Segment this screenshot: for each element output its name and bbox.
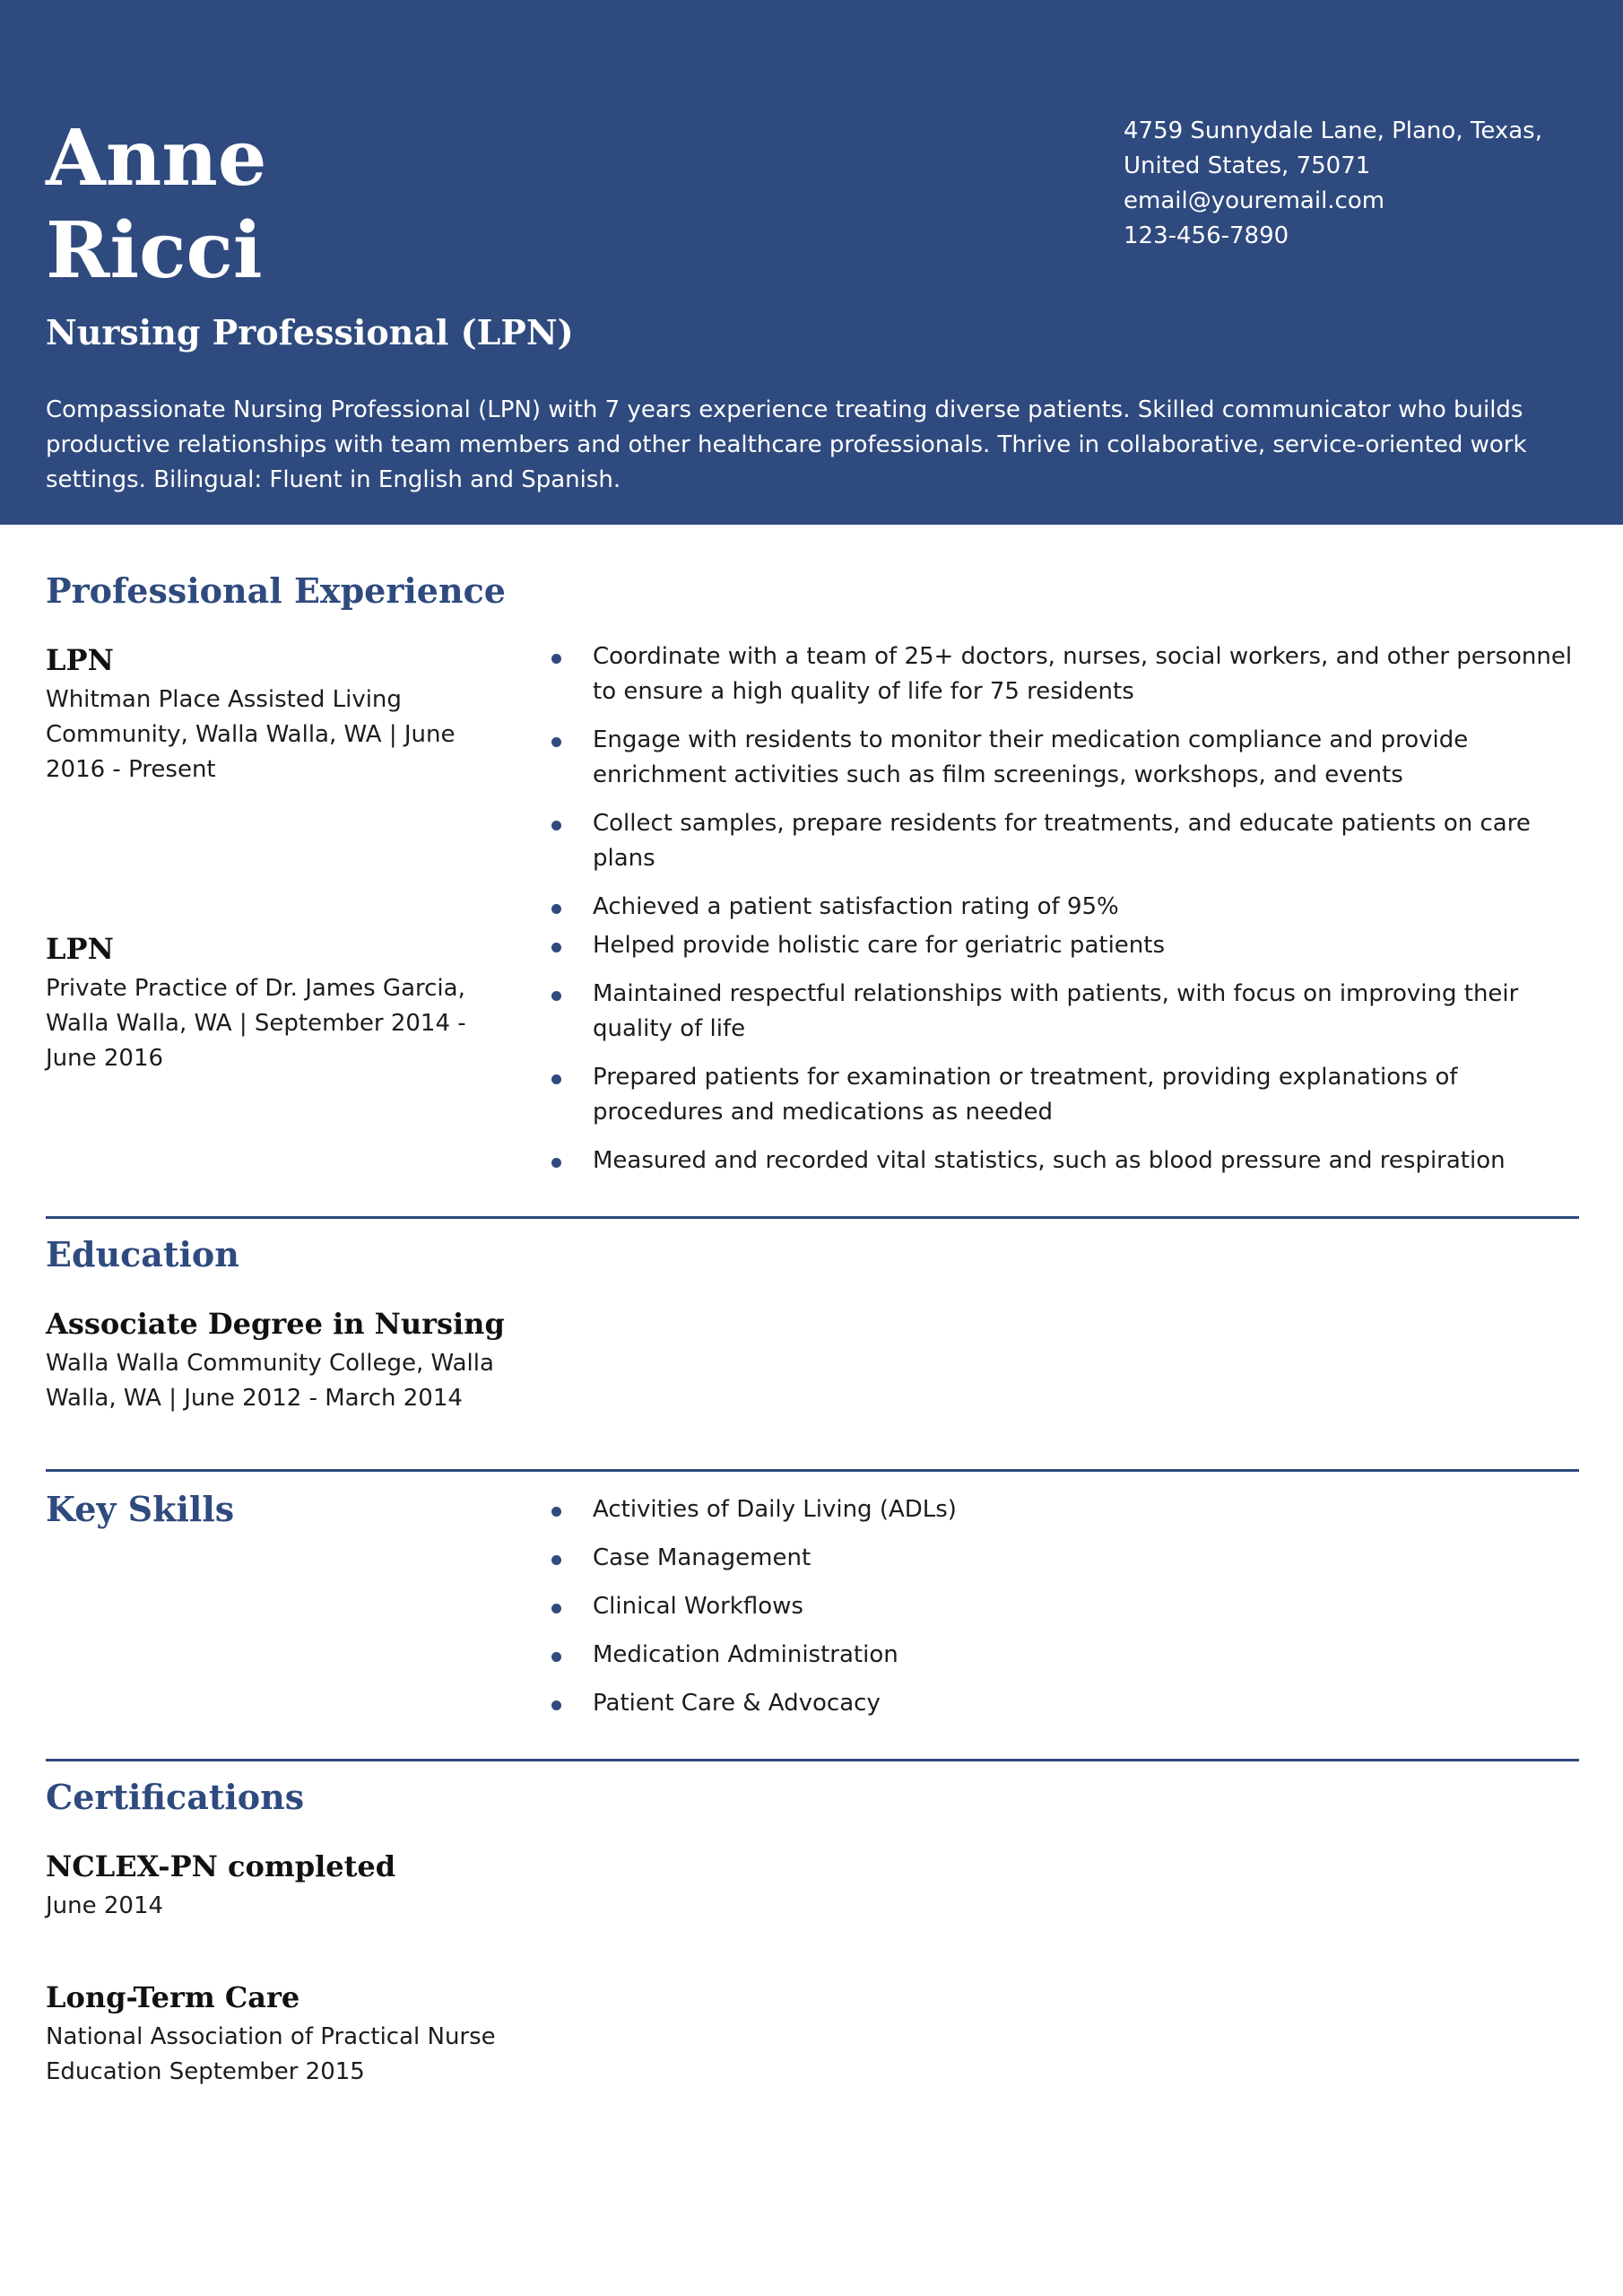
job-entry <box>46 641 521 787</box>
phone: 123-456-7890 <box>1124 222 1289 249</box>
summary: Compassionate Nursing Professional (LPN) with 7 years experience treating diverse patients. Skilled communicator who builds productive relationships with team members and other healthcare professionals. Thrive in collaborative, service-oriented work settings. Bilingual: Fluent in English and Spanish. <box>46 396 1527 493</box>
address-line-2: United States, 75071 <box>1124 152 1371 179</box>
bullet-dot-icon <box>551 1652 561 1662</box>
bullet-dot-icon <box>551 943 561 952</box>
certification-title: NCLEX-PN completed <box>46 1849 396 1883</box>
contact-info <box>1124 114 1590 254</box>
job-title: Nursing Professional (LPN) <box>46 312 574 352</box>
job-title: LPN <box>46 932 114 966</box>
email: email@youremail.com <box>1124 187 1385 214</box>
bullet-dot-icon <box>551 1158 561 1168</box>
section-divider <box>46 1469 1579 1472</box>
candidate-name <box>46 112 267 297</box>
first-name: Anne <box>46 113 267 204</box>
certification-entry <box>46 1979 521 2090</box>
certification-details: National Association of Practical Nurse Education September 2015 <box>46 2023 496 2085</box>
bullet-item: Measured and recorded vital statistics, such as blood pressure and respiration <box>551 1144 1583 1178</box>
education-heading: Education <box>46 1234 239 1274</box>
section-divider <box>46 1216 1579 1219</box>
certification-entry <box>46 1848 521 1924</box>
skill-item: Clinical Workflows <box>551 1589 1583 1624</box>
bullet-dot-icon <box>551 1507 561 1517</box>
bullet-dot-icon <box>551 821 561 831</box>
bullet-item: Maintained respectful relationships with patients, with focus on improving their quality of life <box>551 977 1583 1047</box>
skill-item: Patient Care & Advocacy <box>551 1686 1583 1721</box>
skill-item: Activities of Daily Living (ADLs) <box>551 1492 1583 1527</box>
bullet-item: Collect samples, prepare residents for treatments, and educate patients on care plans <box>551 806 1583 876</box>
bullet-item: Achieved a patient satisfaction rating of 95% <box>551 890 1583 925</box>
experience-heading: Professional Experience <box>46 570 506 611</box>
job-bullets <box>551 639 1583 938</box>
education-entry <box>46 1305 521 1416</box>
certification-details: June 2014 <box>46 1892 164 1919</box>
bullet-item: Coordinate with a team of 25+ doctors, nurses, social workers, and other personnel to ensure a high quality of life for 75 residents <box>551 639 1583 709</box>
bullet-dot-icon <box>551 1555 561 1565</box>
bullet-dot-icon <box>551 654 561 664</box>
job-title: LPN <box>46 643 114 677</box>
skill-item: Medication Administration <box>551 1638 1583 1673</box>
bullet-item: Helped provide holistic care for geriatric patients <box>551 928 1583 963</box>
bullet-dot-icon <box>551 1604 561 1613</box>
bullet-dot-icon <box>551 737 561 747</box>
bullet-dot-icon <box>551 904 561 914</box>
job-bullets <box>551 928 1583 1192</box>
resume-header <box>0 0 1623 525</box>
bullet-dot-icon <box>551 1074 561 1084</box>
certification-title: Long-Term Care <box>46 1980 300 2014</box>
bullet-dot-icon <box>551 1700 561 1710</box>
bullet-dot-icon <box>551 991 561 1001</box>
bullet-item: Prepared patients for examination or treatment, providing explanations of procedures and medications as needed <box>551 1060 1583 1130</box>
job-details: Whitman Place Assisted Living Community, Walla Walla, WA | June 2016 - Present <box>46 686 456 783</box>
address-line-1: 4759 Sunnydale Lane, Plano, Texas, <box>1124 117 1542 144</box>
skills-heading: Key Skills <box>46 1489 235 1529</box>
bullet-item: Engage with residents to monitor their medication compliance and provide enrichment activities such as film screenings, workshops, and events <box>551 723 1583 793</box>
job-entry <box>46 930 521 1076</box>
section-divider <box>46 1759 1579 1761</box>
job-details: Private Practice of Dr. James Garcia, Walla Walla, WA | September 2014 - June 2016 <box>46 975 466 1072</box>
education-details: Walla Walla Community College, Walla Walla, WA | June 2012 - March 2014 <box>46 1350 494 1412</box>
last-name: Ricci <box>46 205 263 296</box>
skills-list <box>551 1492 1583 1735</box>
degree-title: Associate Degree in Nursing <box>46 1307 505 1341</box>
skill-item: Case Management <box>551 1541 1583 1576</box>
certifications-heading: Certifications <box>46 1777 305 1817</box>
